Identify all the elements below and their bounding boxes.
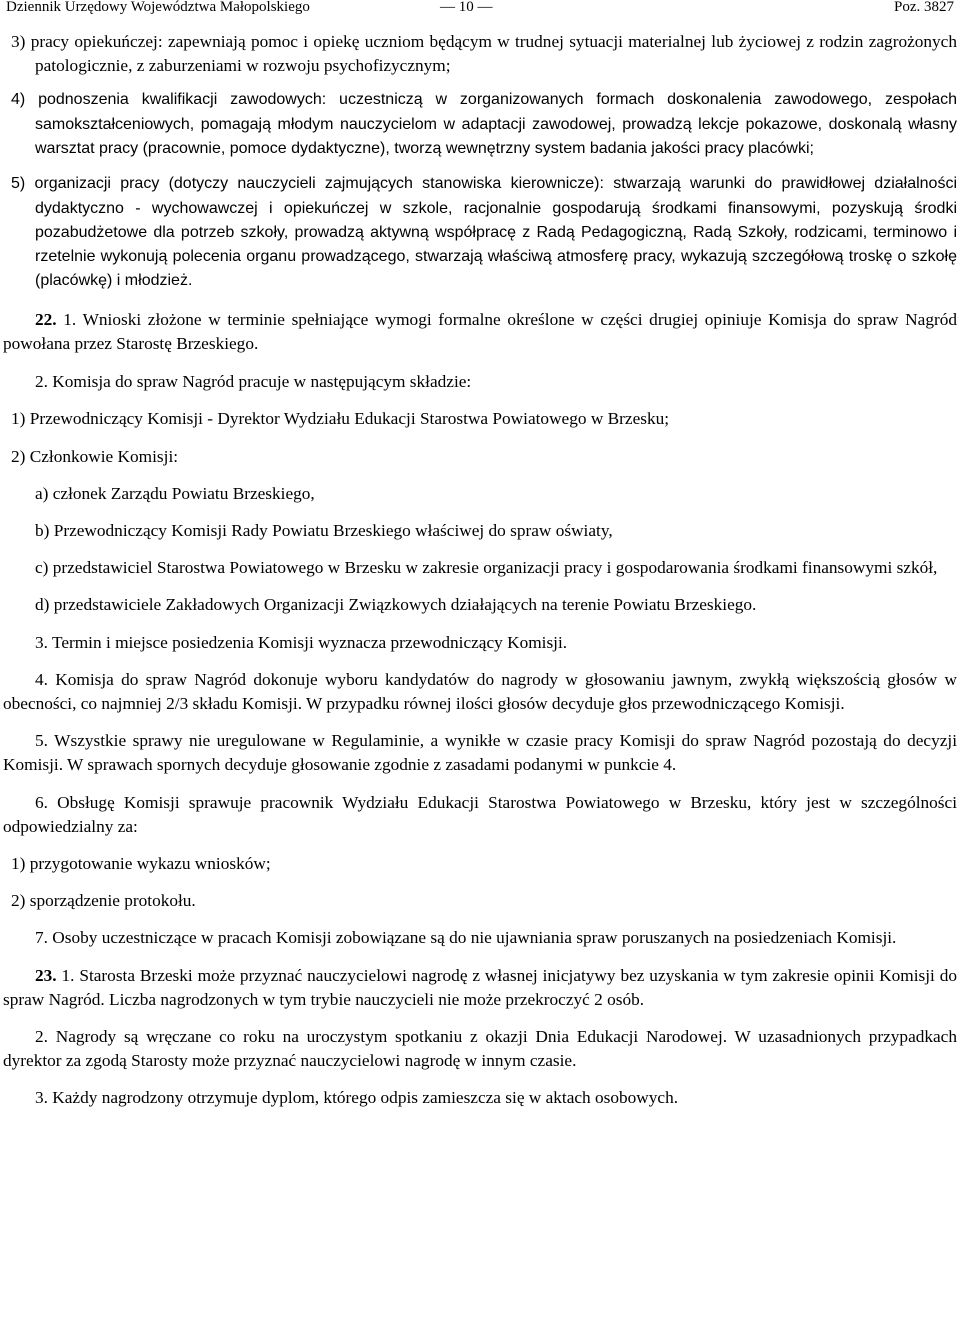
page-number: — 10 — — [440, 0, 493, 15]
section-22-paragraph-6: 6. Obsługę Komisji sprawuje pracownik Wydziału Edukacji Starostwa Powiatowego w Brzesku, który jest w szczególności odpowiedzialny za: — [3, 792, 957, 836]
section-22-number: 22. — [35, 309, 57, 329]
member-d: d) przedstawiciele Zakładowych Organizacji Związkowych działających na terenie Powiatu Brzeskiego. — [35, 595, 757, 615]
member-b: b) Przewodniczący Komisji Rady Powiatu Brzeskiego właściwej do spraw oświaty, — [35, 521, 613, 540]
section-22-paragraph-1: 22. 1. Wnioski złożone w terminie spełniające wymogi formalne określone w części drugiej opiniuje Komisja do spraw Nagród powołana przez Starostę Brzeskiego. — [3, 309, 958, 353]
position-number: Poz. 3827 — [894, 0, 954, 15]
document-body — [3, 30, 957, 1111]
section-22-paragraph-7: 7. Osoby uczestniczące w pracach Komisji zobowiązane są do nie ujawniania spraw poruszanych na posiedzeniach Komisji. — [35, 928, 897, 948]
section-23-paragraph-3: 3. Każdy nagrodzony otrzymuje dyplom, którego odpis zamieszcza się w aktach osobowych. — [35, 1088, 679, 1108]
section-23-number: 23. — [35, 965, 57, 985]
item-5: 5) organizacji pracy (dotyczy nauczycieli zajmujących stanowiska kierownicze): stwarzają warunki do prawidłowej działalności dydaktyczno - wychowawczej i opiekuńczej w szkole, racjonalnie gospodarują środkami finansowymi, pozyskują środki pozabudżetowe dla potrzeb szkoły, prowadzą aktywną współpracę z Radą Pedagogiczną, Radą Szkoły, rodzicami, terminowo i rzetelnie wykonują polecenia organu prowadzącego, stwarzają właściwą atmosferę pracy, wykazują szczegółową troskę o szkołę (placówkę) i młodzież. — [11, 175, 957, 290]
member-c: c) przedstawiciel Starostwa Powiatowego w Brzesku w zakresie organizacji pracy i gospodarowania środkami finansowymi szkół, — [35, 558, 938, 578]
committee-members: 2) Członkowie Komisji: — [11, 446, 179, 466]
item-3: 3) pracy opiekuńczej: zapewniają pomoc i opiekę uczniom będącym w trudnej sytuacji materialnej lub życiowej z rodzin zagrożonych patologicznie, z zaburzeniami w rozwoju psychofizycznym; — [11, 32, 957, 76]
page-header — [3, 0, 957, 22]
section-22-paragraph-4: 4. Komisja do spraw Nagród dokonuje wyboru kandydatów do nagrody w głosowaniu jawnym, zwykłą większością głosów w obecności, co najmniej 2/3 składu Komisji. W przypadku równej ilości głosów decyduje głos przewodniczącego Komisji. — [3, 669, 957, 714]
duty-2: 2) sporządzenie protokołu. — [11, 891, 196, 911]
duty-1: 1) przygotowanie wykazu wniosków; — [11, 854, 271, 874]
journal-title: Dziennik Urzędowy Województwa Małopolskiego — [6, 0, 310, 15]
committee-chair: 1) Przewodniczący Komisji - Dyrektor Wydziału Edukacji Starostwa Powiatowego w Brzesku; — [11, 409, 670, 429]
section-23-paragraph-2: 2. Nagrody są wręczane co roku na uroczystym spotkaniu z okazji Dnia Edukacji Narodowej. W uzasadnionych przypadkach dyrektor za zgodą Starosty może przyznać nauczycielowi nagrodę w innym czasie. — [3, 1027, 957, 1071]
section-22-paragraph-5: 5. Wszystkie sprawy nie uregulowane w Regulaminie, a wynikłe w czasie pracy Komisji do spraw Nagród pozostają do decyzji Komisji. W sprawach spornych decyduje głosowanie zgodnie z zasadami podanymi w punkcie 4. — [3, 731, 957, 775]
section-22-paragraph-3: 3. Termin i miejsce posiedzenia Komisji wyznacza przewodniczący Komisji. — [35, 632, 568, 652]
section-22-paragraph-2: 2. Komisja do spraw Nagród pracuje w następującym składzie: — [35, 372, 472, 392]
section-23-paragraph-1: 23. 1. Starosta Brzeski może przyznać nauczycielowi nagrodę z własnej inicjatywy bez uzyskania w tym zakresie opinii Komisji do spraw Nagród. Liczba nagrodzonych w tym trybie nauczycieli nie może przekroczyć 2 osób. — [3, 965, 957, 1009]
member-a: a) członek Zarządu Powiatu Brzeskiego, — [35, 483, 315, 503]
item-4: 4) podnoszenia kwalifikacji zawodowych: uczestniczą w zorganizowanych formach doskonalenia zawodowego, zespołach samokształceniowych, pomagają młodym nauczycielom w adaptacji zawodowej, prowadzą lekcje pokazowe, doskonalą własny warsztat pracy (pracownie, pomoce dydaktyczne), tworzą wewnętrzny system badania jakości pracy placówki; — [11, 91, 957, 157]
